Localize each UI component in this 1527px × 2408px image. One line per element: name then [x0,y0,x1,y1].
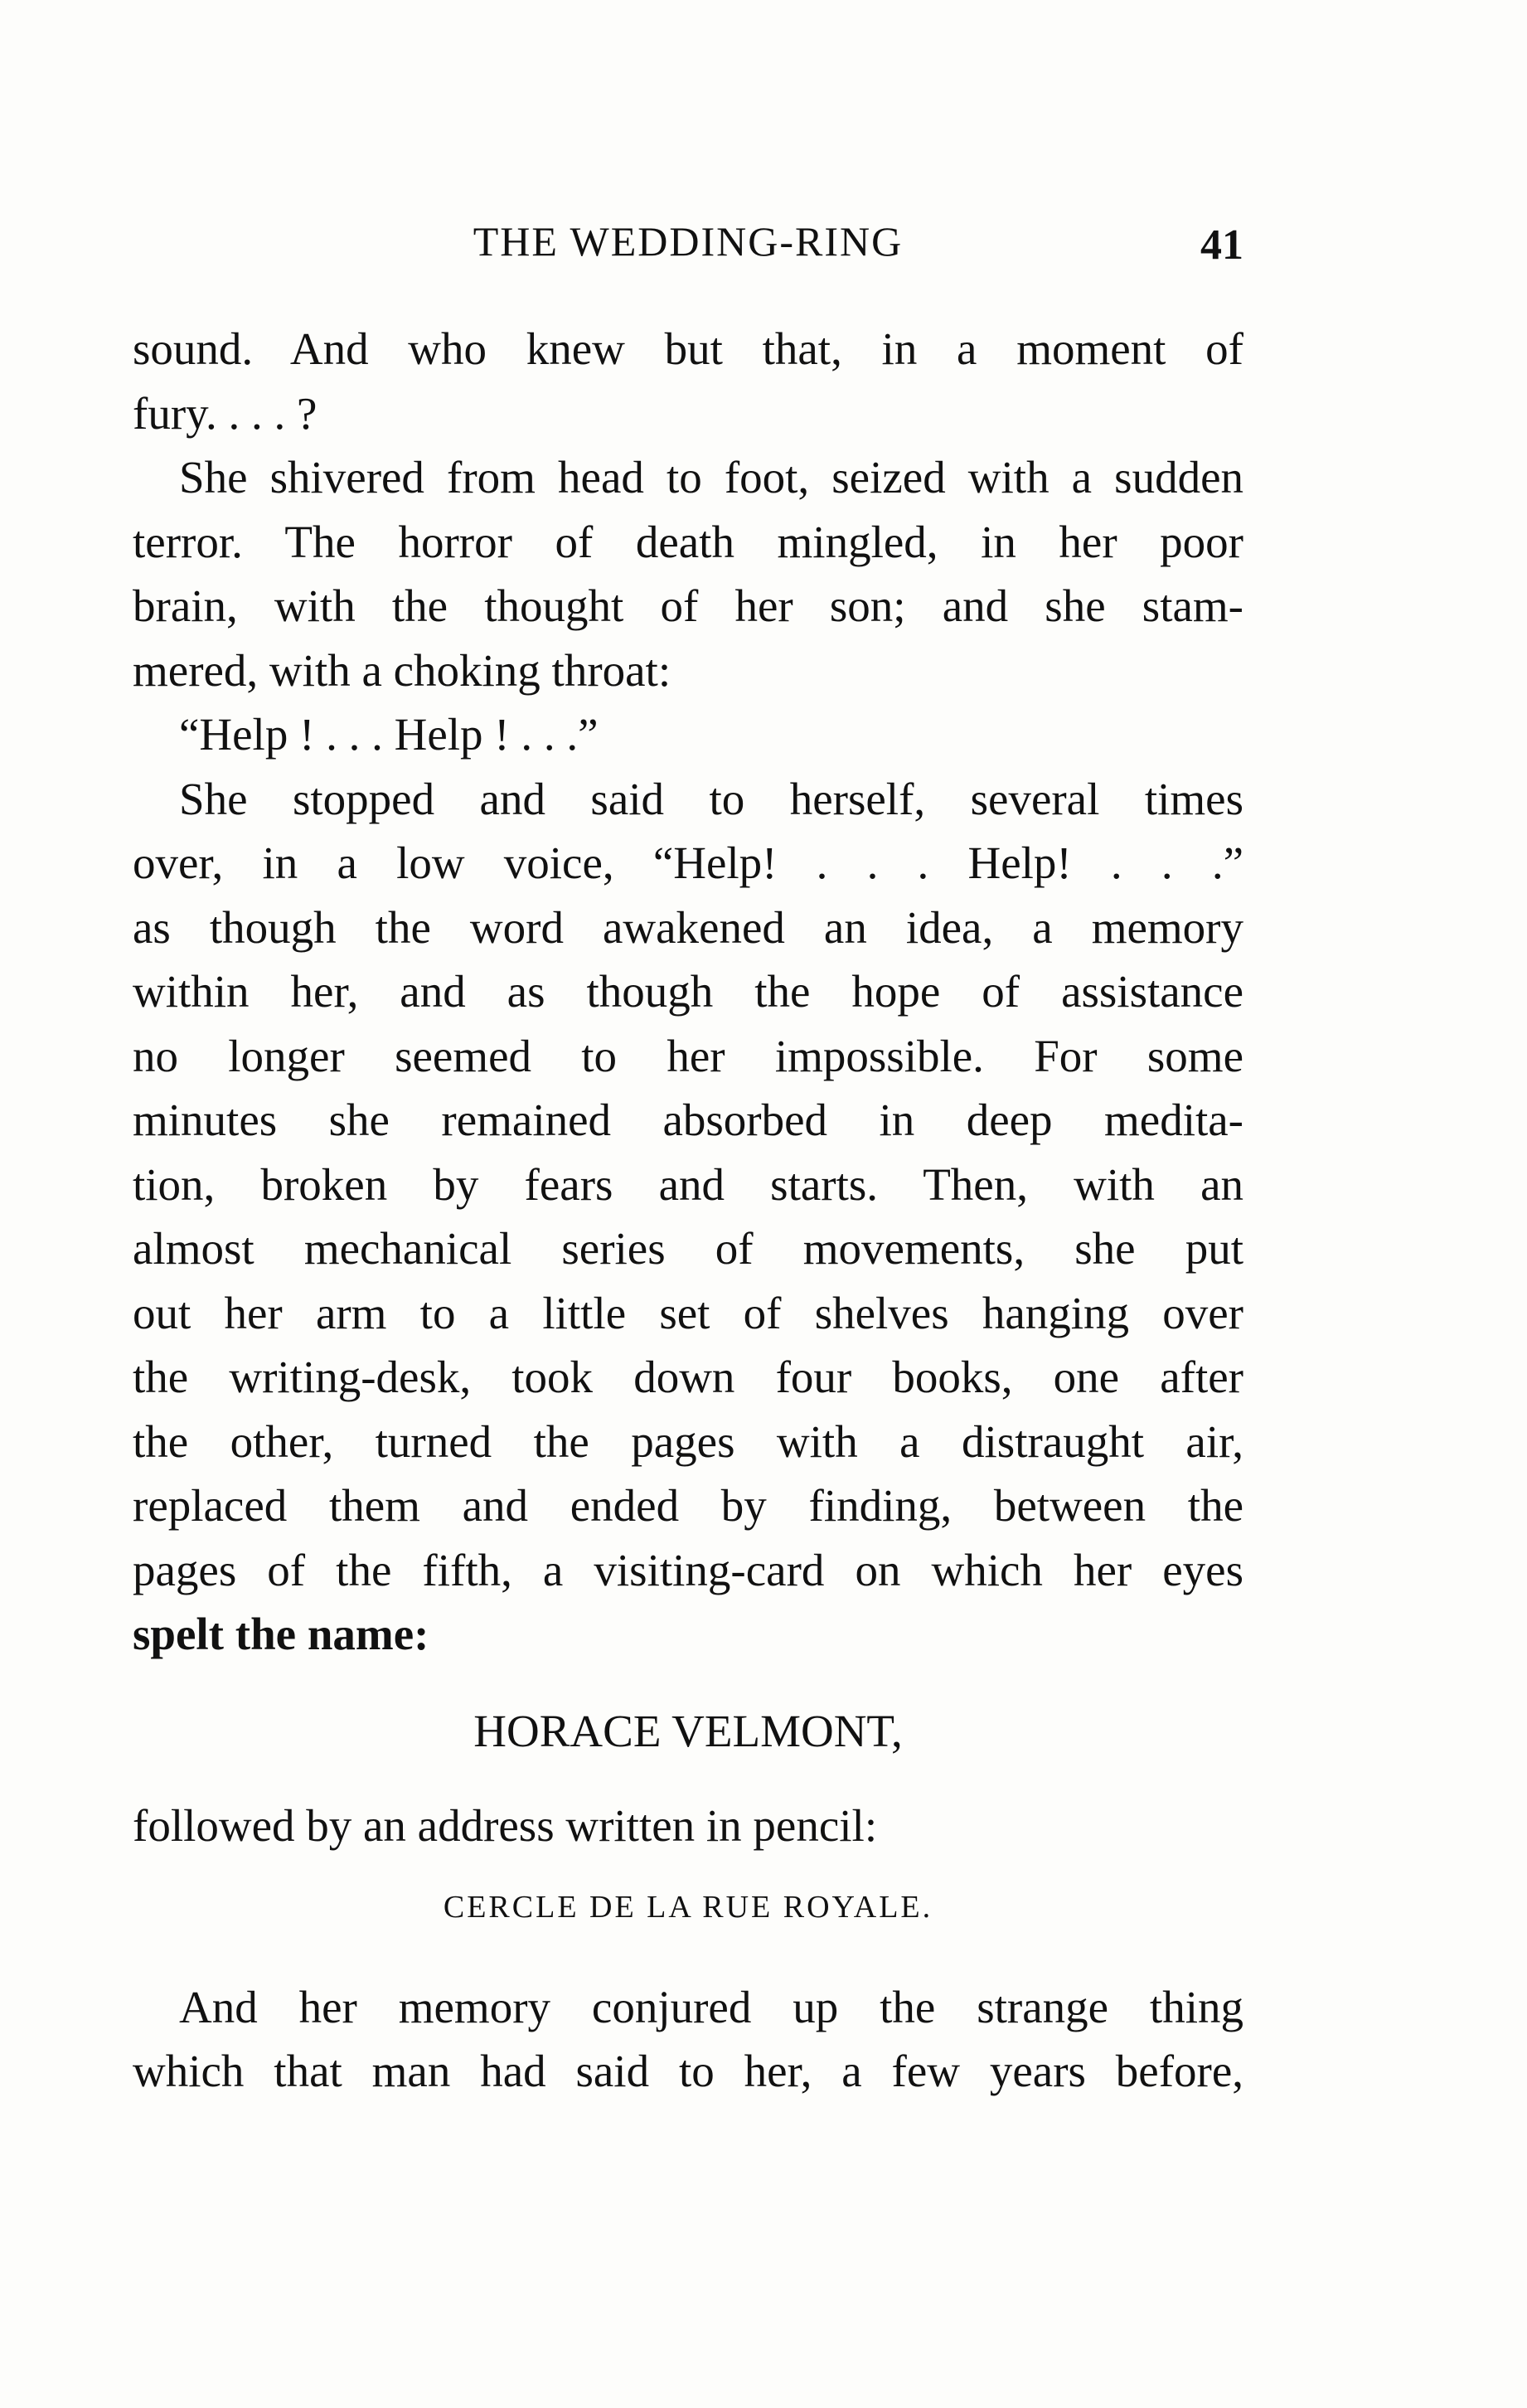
text-line: over, in a low voice, “Help! . . . Help! . . .” [133,837,1243,888]
text-line: fury. . . . ? [133,387,318,439]
paragraph-gap [133,1932,1243,1975]
text-line: out her arm to a little set of shelves hanging over [133,1287,1243,1338]
text-line: She stopped and said to herself, several times [179,773,1243,824]
text-line: the writing-desk, took down four books, one after [133,1352,1243,1402]
page-number: 41 [1200,221,1243,269]
text-line: terror. The horror of death mingled, in her poor [133,516,1243,567]
text-line: which that man had said to her, a few years before, [133,2046,1243,2096]
text-line: And her memory conjured up the strange thing [179,1981,1243,2032]
text-line: spelt the name: [133,1609,429,1659]
text-line: tion, broken by fears and starts. Then, with an [133,1158,1243,1210]
text-line: minutes she remained absorbed in deep medita- [133,1095,1243,1145]
running-head [133,217,1243,275]
running-title: THE WEDDING-RING [473,218,904,265]
text-line: mered, with a choking throat: [133,644,671,696]
text-line: within her, and as though the hope of assistance [133,966,1243,1017]
text-line: brain, with the thought of her son; and she stam- [133,580,1243,631]
body-text [133,317,1243,2104]
text-line: “Help ! . . . Help ! . . .” [179,709,599,760]
text-line: the other, turned the pages with a distraught air, [133,1415,1243,1467]
text-line: pages of the fifth, a visiting-card on which her eyes [133,1544,1243,1595]
text-line: replaced them and ended by finding, between the [133,1480,1243,1531]
card-address: CERCLE DE LA RUE ROYALE. [443,1889,933,1925]
text-line: as though the word awakened an idea, a memory [133,901,1243,953]
text-line: sound. And who knew but that, in a moment of [133,323,1243,374]
text-line: She shivered from head to foot, seized with a sudden [179,452,1243,502]
text-line: almost mechanical series of movements, she put [133,1223,1243,1274]
card-address-intro: followed by an address written in pencil: [133,1799,878,1851]
text-line: no longer seemed to her impossible. For some [133,1030,1243,1081]
card-name: HORACE VELMONT, [473,1705,903,1756]
